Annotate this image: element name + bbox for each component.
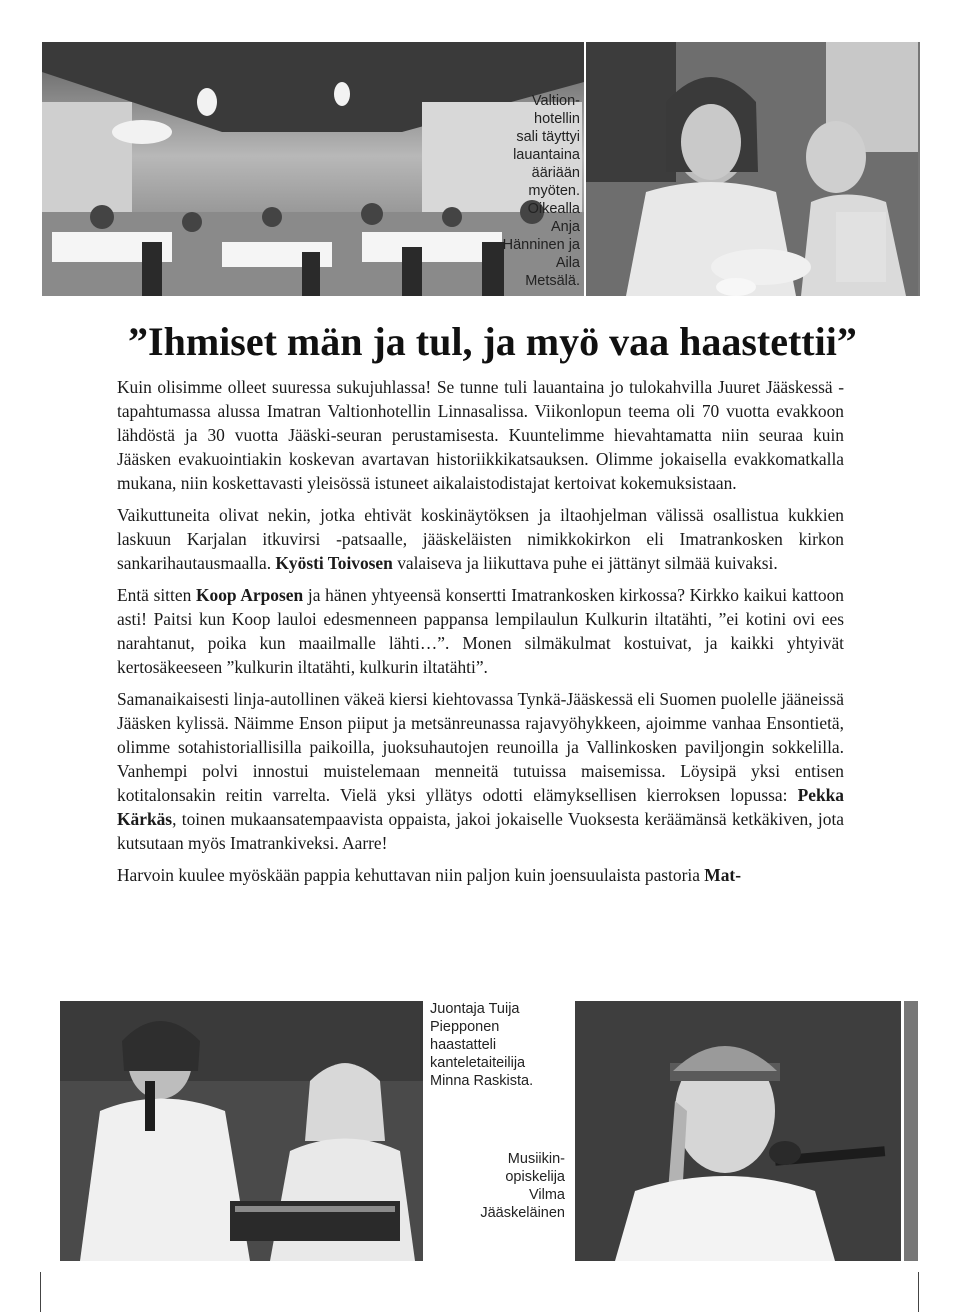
caption-line: Juontaja Tuija xyxy=(430,1001,520,1017)
women-table-photo xyxy=(586,42,918,296)
caption-line: Musiikin- xyxy=(507,1151,565,1167)
singer-caption xyxy=(452,1150,565,1222)
paragraph-5-text-a: Harvoin kuulee myöskään pappia kehuttavan niin paljon kuin joensuulaista pastoria xyxy=(117,865,700,886)
singer-image xyxy=(575,1001,901,1261)
paragraph-3-text-b: ja hänen yhtyeensä konsertti Imatrankosken kirkossa? Kirkko kaikui kattoon asti! Paitsi kun Koop lauloi edesmenneen pappansa lempilaulun Kulkurin iltatähti, ”ei kotini ovi ees narahtanut, poika kun maailmalle lähti…”. Monen silmäkulmat kostuivat, ja kaikki yhtyivät kertosäkeeseen ”kulkurin iltatähti, kulkurin iltatähti”. xyxy=(117,585,844,677)
caption-line: kanteletaiteilija xyxy=(430,1055,526,1071)
caption-line: Aila xyxy=(555,255,580,271)
paragraph-2 xyxy=(117,504,844,576)
performers-caption xyxy=(430,1000,570,1090)
performers-photo xyxy=(60,1001,423,1261)
caption-line: Jääskeläinen xyxy=(480,1205,565,1221)
article-title: ”Ihmiset män ja tul, ja myö vaa haastettii” xyxy=(128,319,857,364)
paragraph-5 xyxy=(117,864,844,888)
person-name: Koop Arposen xyxy=(195,585,304,606)
paragraph-1: Kuin olisimme olleet suuressa sukujuhlassa! Se tunne tuli lauantaina jo tulokahvilla Juuret Jääskessä -tapahtumassa alussa Imatran Valtionhotellin Linnasalissa. Viikonlopun teema oli 70 vuotta evakkoon lähdöstä ja 30 vuotta Jääski-seuran perustamisesta. Kuuntelimme hievahtamatta niin seuraa kuin Jääsken evakuointiakin koskevan avartavan historiikkikatsauksen. Olimme jokaisella evakkomatkalla mukana, niin koskettavasti yleisössä istuneet aikalaistodistajat kertoivat kokemuksistaan. xyxy=(117,377,844,493)
caption-line: lauantaina xyxy=(513,147,580,163)
caption-line: myöten. xyxy=(528,183,580,199)
person-name: Kyösti Toivosen xyxy=(275,552,393,573)
person-name: Pekka Kärkäs xyxy=(117,785,844,829)
caption-line: Oikealla xyxy=(527,201,580,217)
crop-mark xyxy=(918,1272,919,1312)
caption-line: Metsälä. xyxy=(525,273,580,289)
paragraph-3 xyxy=(117,584,844,680)
performers-image xyxy=(60,1001,423,1261)
article-body xyxy=(117,376,844,897)
caption-line: hotellin xyxy=(534,111,580,127)
caption-line: Hänninen ja xyxy=(502,237,580,253)
singer-photo xyxy=(575,1001,901,1261)
caption-line: Vilma xyxy=(529,1187,565,1203)
right-edge-bar-bottom xyxy=(904,1001,918,1261)
women-table-image xyxy=(586,42,918,296)
caption-line: Piepponen xyxy=(430,1019,500,1035)
paragraph-2-text-a: Vaikuttuneita olivat nekin, jotka ehtivät koskinäytöksen ja iltaohjelman välissä osallistua kukkien laskuun Karjalan itkuvirsi -patsaalle, jääskeläisten nimikkokirkon eli Imatrankosken kirkon sankarihautausmaalla. xyxy=(117,505,844,573)
right-edge-bar xyxy=(918,42,920,296)
crop-mark xyxy=(40,1272,41,1312)
top-photo-caption xyxy=(488,92,580,290)
caption-line: ääriään xyxy=(531,165,580,181)
paragraph-4-text-a: Samanaikaisesti linja-autollinen väkeä kiersi kiehtovassa Tynkä-Jääskessä eli Suomen puolelle jääneissä Jääsken kylissä. Näimme Enson piiput ja metsänreunassa rajavyöhykkeen, ajoimme vanhaa Ensontietä, olimme sotahistoriallisilla paikoilla, juoksuhautojen reunoilla ja Vallinkosken paviljongin sokkelilla. Vanhempi polvi innostui muistelemaan menneitä tutuissa maisemissa. Löysipä yksi entisen kotitalonsakin reitin varrelta. Vielä yksi yllätys odotti elämyksellisen kierroksen lopussa: xyxy=(117,689,844,805)
caption-line: opiskelija xyxy=(505,1169,565,1185)
paragraph-3-text-a: Entä sitten xyxy=(117,585,192,606)
paragraph-2-text-b: valaiseva ja liikuttava puhe ei jättänyt silmää kuivaksi. xyxy=(397,552,778,573)
person-name: Mat- xyxy=(704,865,741,886)
caption-line: Valtion- xyxy=(531,93,580,109)
caption-line: sali täyttyi xyxy=(516,129,580,145)
caption-line: Anja xyxy=(550,219,580,235)
caption-line: haastatteli xyxy=(430,1037,497,1053)
paragraph-4-text-b: , toinen mukaansatempaavista oppaista, jakoi jokaiselle Vuoksesta keräämänsä ketkäkiven, jota kutsutaan myös Imatrankiveksi. Aarre! xyxy=(117,808,844,853)
caption-line: Minna Raskista. xyxy=(430,1073,534,1089)
paragraph-4 xyxy=(117,688,844,855)
